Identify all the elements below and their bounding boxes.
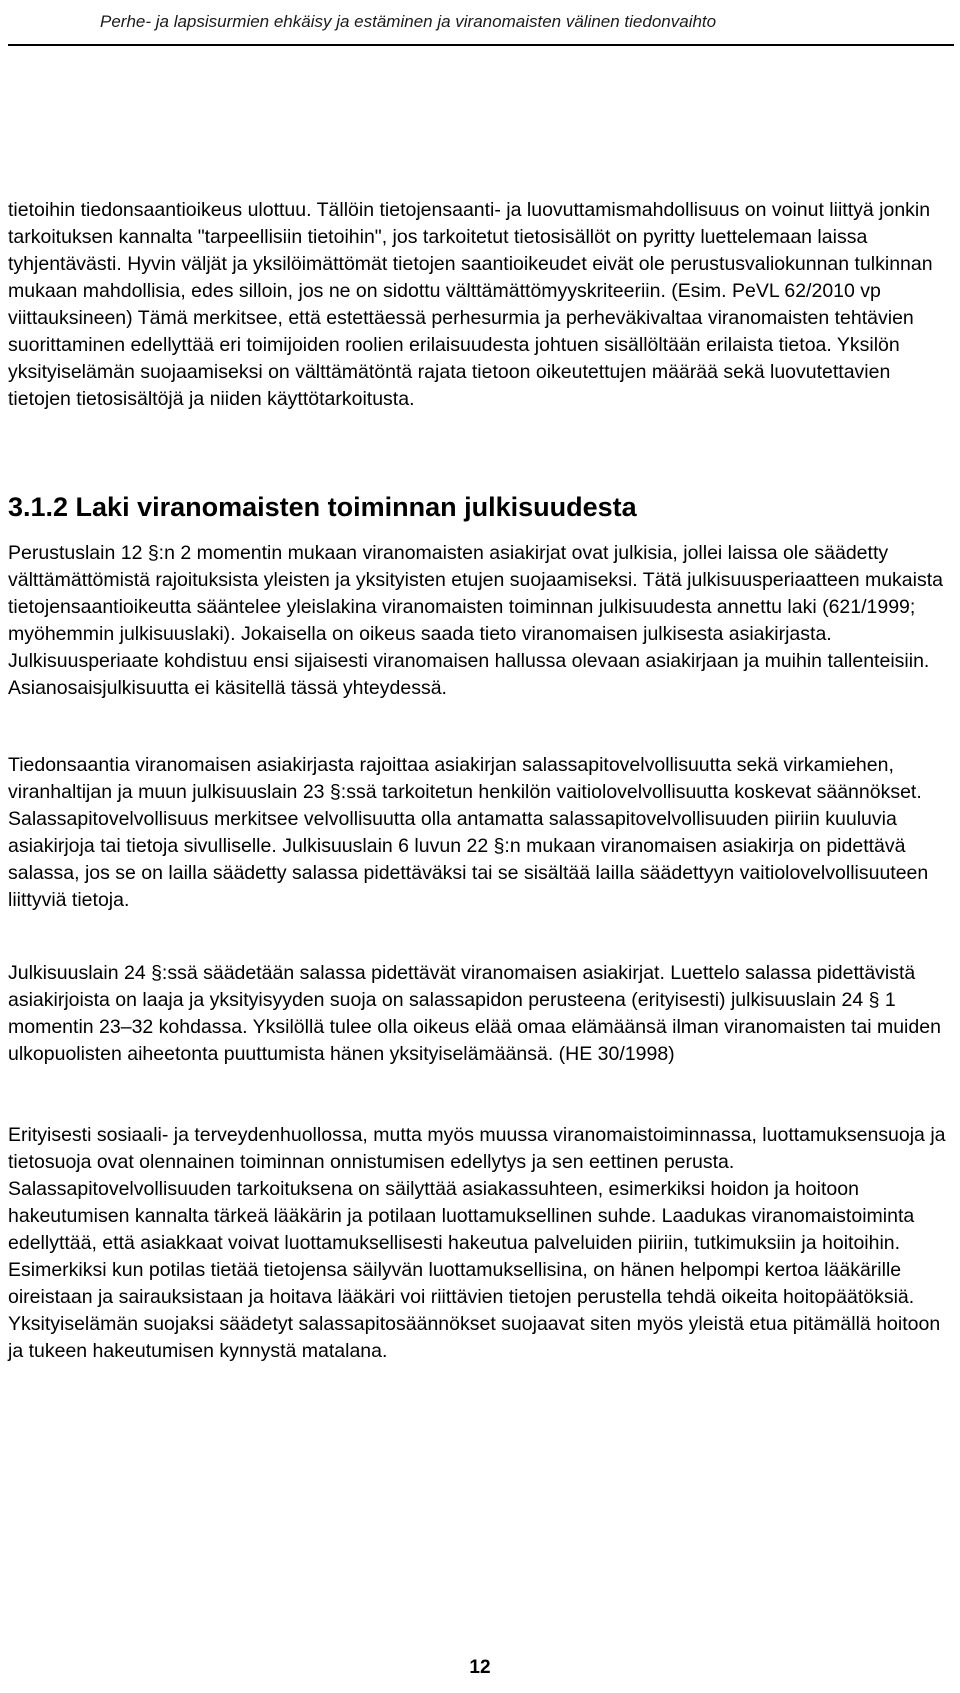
body-paragraph-2 xyxy=(8,540,954,702)
body-paragraph-3 xyxy=(8,752,954,914)
page-number: 12 xyxy=(469,1657,491,1678)
body-paragraph-4 xyxy=(8,960,954,1068)
header-divider xyxy=(8,44,954,46)
paragraph-text: Perustuslain 12 §:n 2 momentin mukaan viranomaisten asiakirjat ovat julkisia, jollei laissa ole säädetty välttämättömistä rajoituksista yleisten ja yksityisten etujen suojaamiseksi. Tätä julkisuusperiaatteen mukaista tietojensaantioikeutta sääntelee yleislakina viranomaisten toiminnan julkisuudesta annettu laki (621/1999; myöhemmin julkisuuslaki). Jokaisella on oikeus saada tieto viranomaisen julkisesta asiakirjasta. Julkisuusperiaate kohdistuu ensi sijaisesti viranomaisen hallussa olevaan asiakirjaan ja muihin tallenteisiin. Asianosaisjulkisuutta ei käsitellä tässä yhteydessä. xyxy=(8,542,943,699)
running-header: Perhe- ja lapsisurmien ehkäisy ja estäminen ja viranomaisten välinen tiedonvaihto xyxy=(100,12,717,31)
paragraph-text: Tiedonsaantia viranomaisen asiakirjasta rajoittaa asiakirjan salassapitovelvollisuutta sekä virkamiehen, viranhaltijan ja muun julkisuuslain 23 §:ssä tarkoitetun henkilön vaitiolovelvollisuutta koskevat säännökset. Salassapitovelvollisuus merkitsee velvollisuutta olla antamatta salassapitovelvollisuuden piiriin kuuluvia asiakirjoja tai tietoja sivulliselle. Julkisuuslain 6 luvun 22 §:n mukaan viranomaisen asiakirja on pidettävä salassa, jos se on lailla säädetty salassa pidettäväksi tai se sisältää lailla säädettyyn vaitiolovelvollisuuteen liittyviä tietoja. xyxy=(8,754,929,911)
body-paragraph-5 xyxy=(8,1122,954,1365)
paragraph-text: Erityisesti sosiaali- ja terveydenhuollossa, mutta myös muussa viranomaistoiminnassa, luottamuksensuoja ja tietosuoja ovat olennainen toiminnan onnistumisen edellytys ja sen eettinen perusta. Salassapitovelvollisuuden tarkoituksena on säilyttää asiakassuhteen, esimerkiksi hoidon ja hoitoon hakeutumisen kannalta tärkeä lääkärin ja potilaan luottamuksellinen suhde. Laadukas viranomaistoiminta edellyttää, että asiakkaat voivat luottamuksellisesti hakeutua palveluiden piiriin, tutkimuksiin ja hoitoihin. Esimerkiksi kun potilas tietää tietojensa säilyvän luottamuksellisina, on hänen helpompi kertoa lääkärille oireistaan ja sairauksistaan ja hoitava lääkäri voi riittävien tietojen perustella tehdä oikeita hoitopäätöksiä. Yksityiselämän suojaksi säädetyt salassapitosäännökset suojaavat siten myös yleistä etua pitämällä hoitoon ja tukeen hakeutumisen kynnystä matalana. xyxy=(8,1124,946,1362)
section-heading: 3.1.2 Laki viranomaisten toiminnan julkisuudesta xyxy=(8,492,637,522)
paragraph-text: tietoihin tiedonsaantioikeus ulottuu. Tällöin tietojensaanti- ja luovuttamismahdollisuus on voinut liittyä jonkin tarkoituksen kannalta "tarpeellisiin tietoihin", jos tarkoitetut tietosisällöt on pyritty luettelemaan laissa tyhjentävästi. Hyvin väljät ja yksilöimättömät tietojen saantioikeudet eivät ole perustusvaliokunnan tulkinnan mukaan mahdollisia, edes silloin, jos ne on sidottu välttämättömyyskriteeriin. (Esim. PeVL 62/2010 vp viittauksineen) Tämä merkitsee, että estettäessä perhesurmia ja perheväkivaltaa viranomaisten tehtävien suorittaminen edellyttää eri toimijoiden roolien erilaisuudesta johtuen sisällöltään erilaista tietoa. Yksilön yksityiselämän suojaamiseksi on välttämätöntä rajata tietoon oikeutettujen määrää sekä luovutettavien tietojen tietosisältöjä ja niiden käyttötarkoitusta. xyxy=(8,199,933,410)
body-paragraph-1 xyxy=(8,197,954,413)
paragraph-text: Julkisuuslain 24 §:ssä säädetään salassa pidettävät viranomaisen asiakirjat. Luettelo salassa pidettävistä asiakirjoista on laaja ja yksityisyyden suoja on salassapidon perusteena (erityisesti) julkisuuslain 24 § 1 momentin 23–32 kohdassa. Yksilöllä tulee olla oikeus elää omaa elämäänsä ilman viranomaisten tai muiden ulkopuolisten aiheetonta puuttumista hänen yksityiselämäänsä. (HE 30/1998) xyxy=(8,962,941,1065)
